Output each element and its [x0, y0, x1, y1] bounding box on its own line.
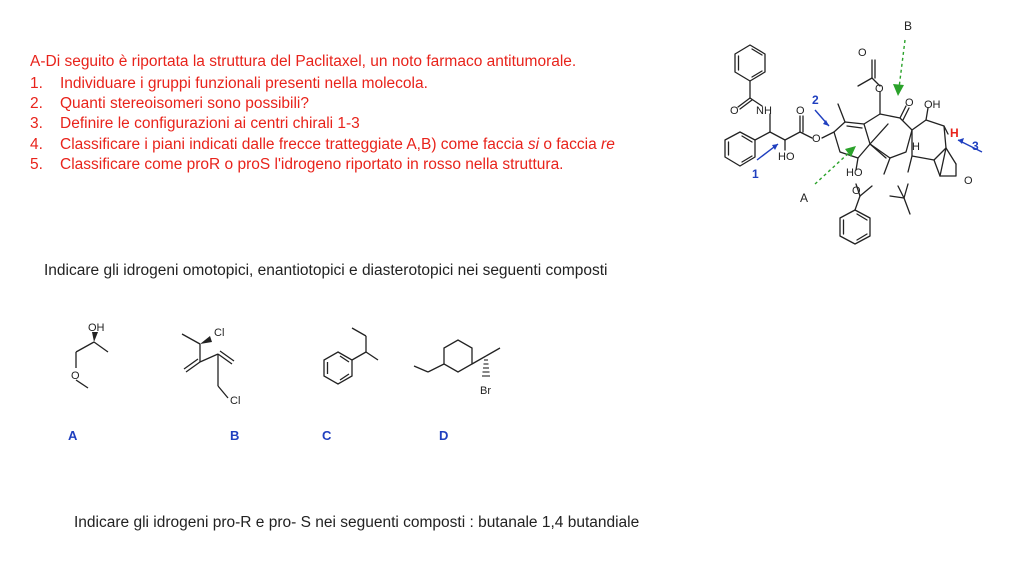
red-hydrogen-label: H: [950, 126, 959, 140]
atom-label-o: O: [71, 370, 80, 382]
compound-label-b: B: [230, 428, 240, 443]
atom-label-ho: HO: [846, 167, 863, 179]
arrow-label-1: 1: [752, 167, 759, 181]
arrow-label-a: A: [800, 191, 809, 205]
atom-label-ho: HO: [778, 151, 795, 163]
arrow-label-b: B: [904, 19, 913, 33]
question-item-5: 5. Classificare come proR o proS l'idrogeno riportato in rosso nella struttura.: [30, 155, 564, 173]
compound-a-structure: [60, 318, 120, 388]
atom-label-nh: NH: [756, 105, 772, 117]
question-item-2: 2. Quanti stereoisomeri sono possibili?: [30, 95, 309, 113]
compound-d-structure: [408, 326, 518, 402]
exercise-c-text: Indicare gli idrogeni pro-R e pro- S nei seguenti composti : butanale 1,4 butandiale: [74, 514, 640, 531]
atom-label-o: O: [964, 175, 973, 187]
compound-label-d: D: [439, 428, 449, 443]
question-item-3: 3. Definire le configurazioni ai centri chirali 1-3: [30, 115, 360, 133]
compound-b-structure: [176, 322, 256, 412]
atom-label-br: Br: [480, 385, 491, 397]
exercise-a-intro: A-Di seguito è riportata la struttura del Paclitaxel, un noto farmaco antitumorale.: [30, 53, 577, 70]
atom-label-o: O: [858, 47, 867, 59]
atom-label-h: H: [912, 141, 920, 153]
exercise-b-title: Indicare gli idrogeni omotopici, enantiotopici e diasterotopici nei seguenti composti: [44, 262, 608, 279]
question-item-1: 1. Individuare i gruppi funzionali presenti nella molecola.: [30, 75, 428, 92]
atom-label-o: O: [852, 185, 861, 197]
compound-c-structure: [310, 322, 380, 402]
atom-label-oh: OH: [88, 322, 105, 334]
compound-label-c: C: [322, 428, 332, 443]
question-list: [30, 74, 615, 175]
question-item-4: 4. Classificare i piani indicati dalle frecce tratteggiate A,B) come faccia si o faccia re: [30, 135, 615, 153]
atom-label-o: O: [730, 105, 739, 117]
atom-label-o: O: [905, 97, 914, 109]
atom-label-cl: Cl: [230, 395, 241, 407]
arrow-label-3: 3: [972, 139, 979, 153]
compound-label-a: A: [68, 428, 78, 443]
atom-label-oh: OH: [924, 99, 941, 111]
arrow-label-2: 2: [812, 93, 819, 107]
atom-label-o: O: [875, 83, 884, 95]
atom-label-o: O: [812, 133, 821, 145]
atom-label-o: O: [796, 105, 805, 117]
atom-label-cl: Cl: [214, 327, 225, 339]
paclitaxel-structure: [700, 10, 1010, 250]
